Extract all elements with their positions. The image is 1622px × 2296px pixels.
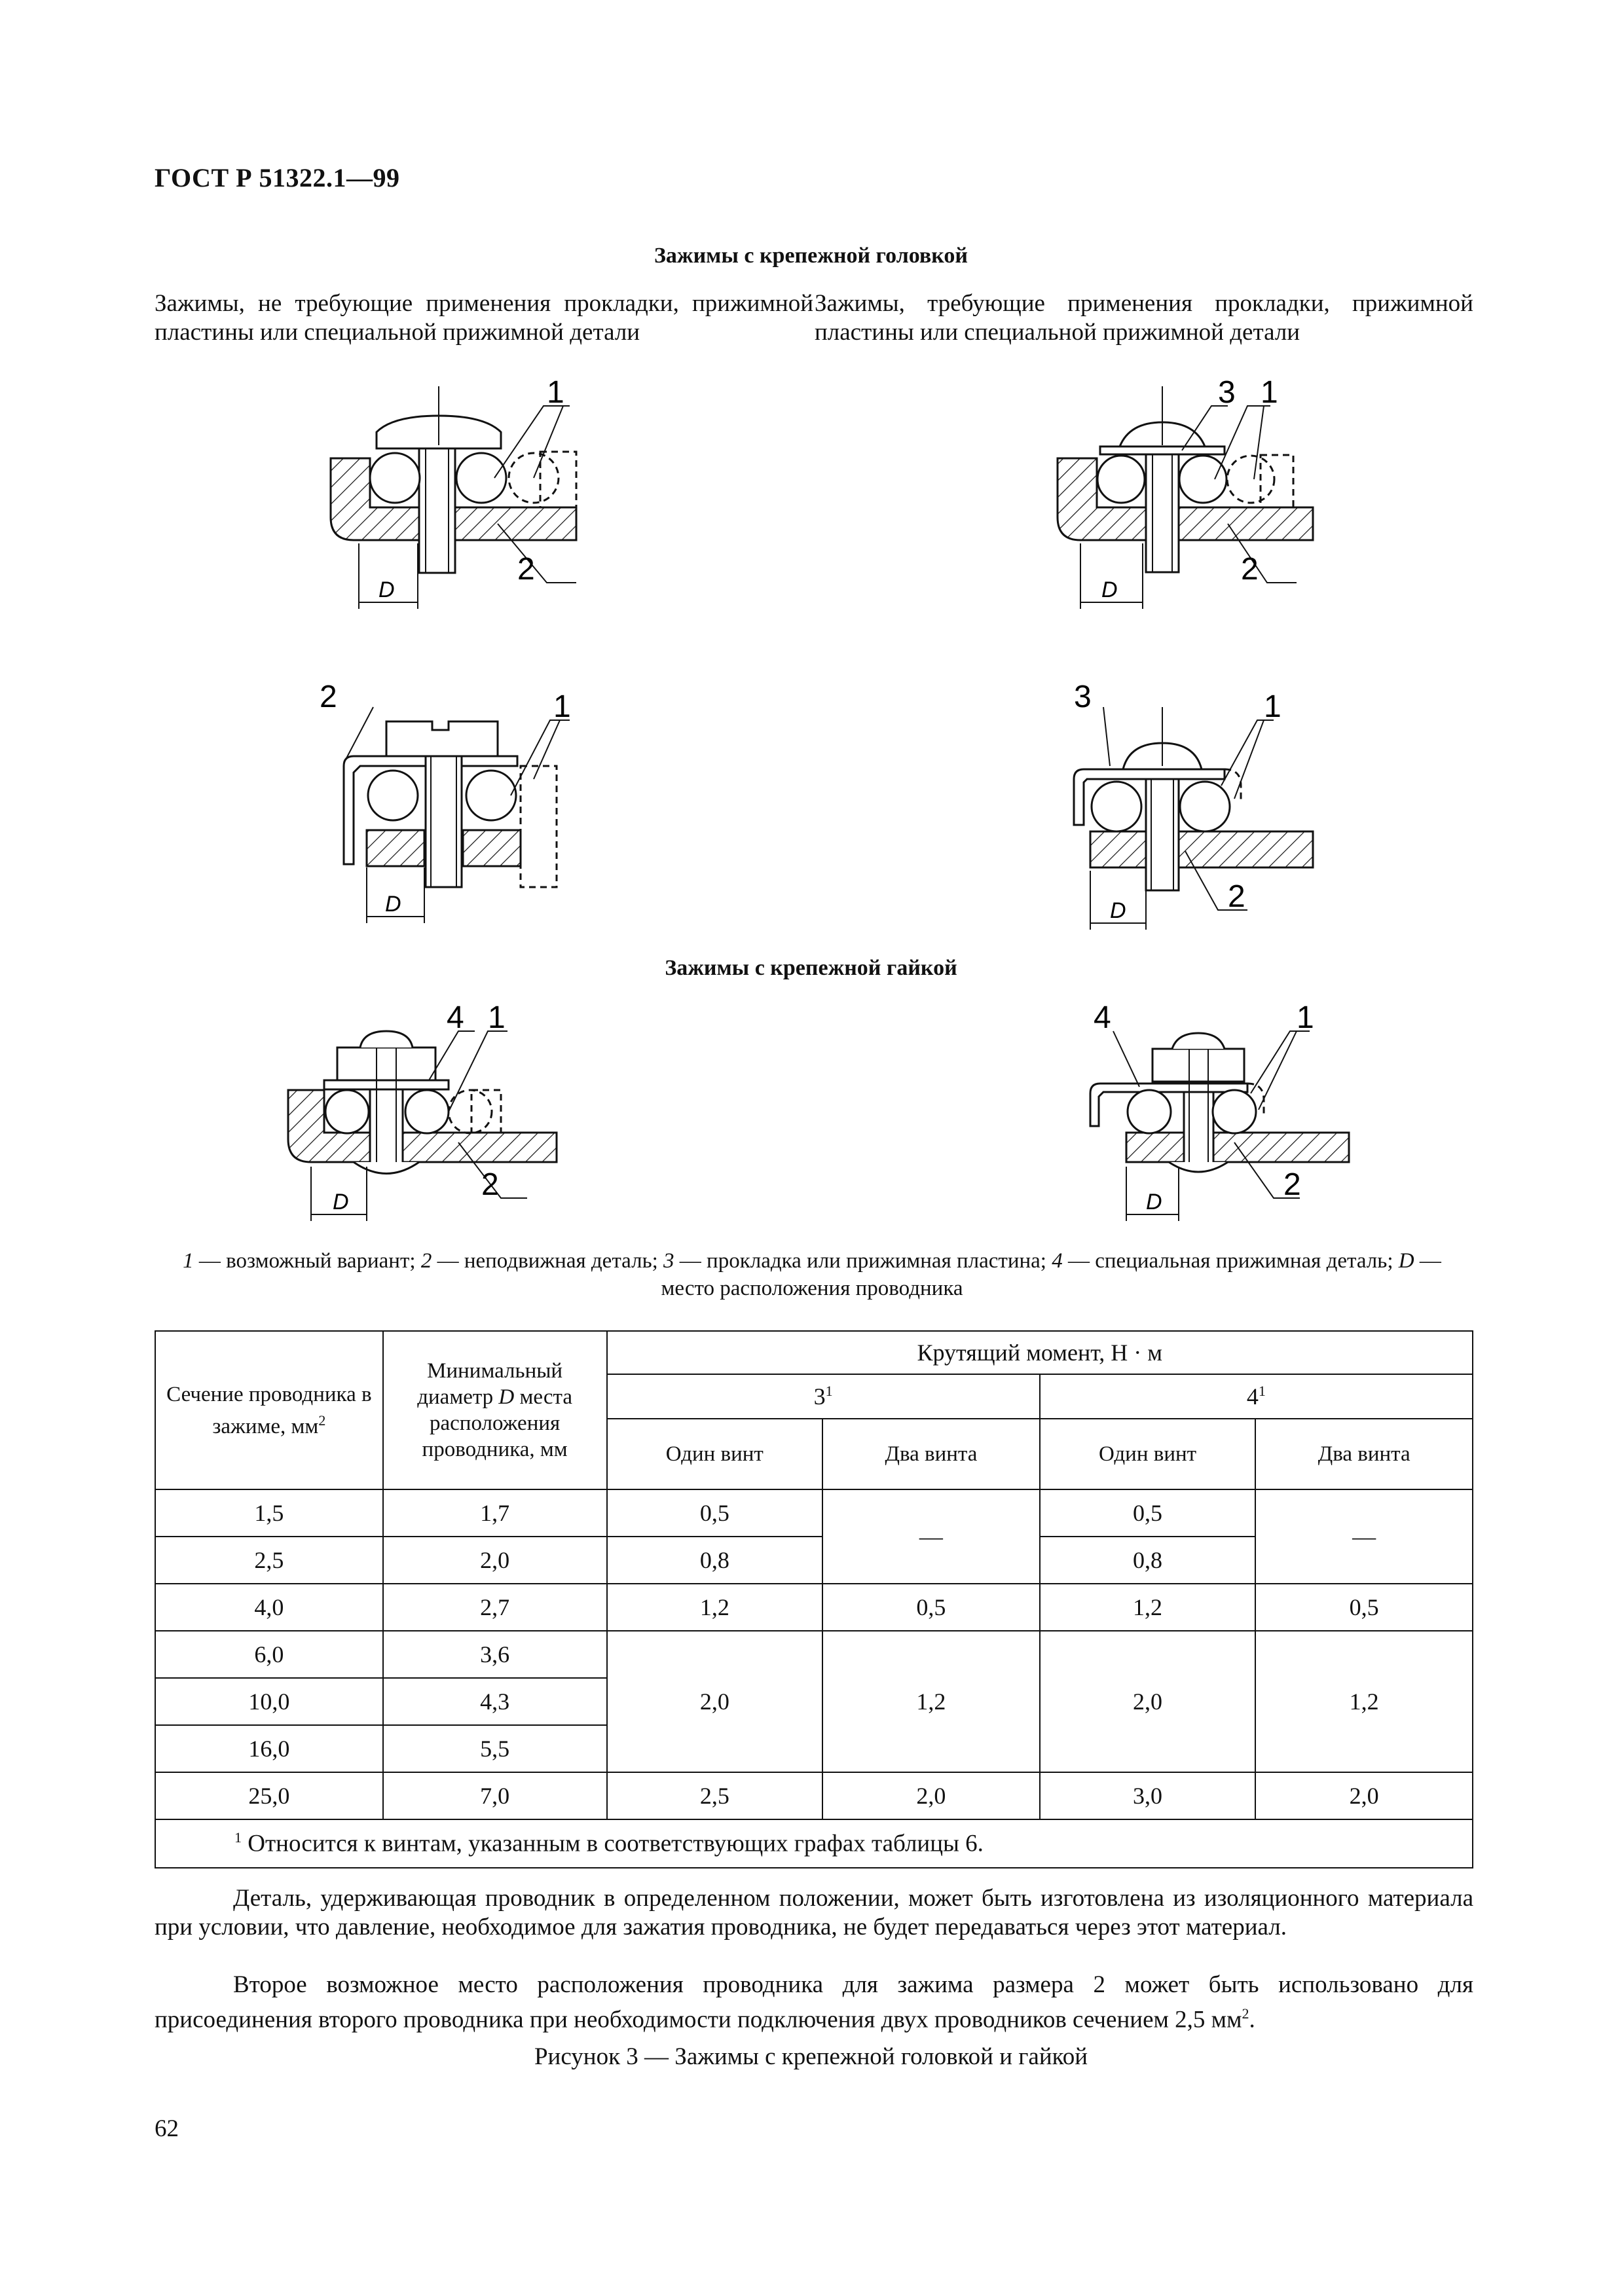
figure-head-clamp-a [301, 367, 616, 629]
label-2: 2 [1241, 552, 1259, 587]
header-diameter: Минимальный диаметр D места расположения проводника, мм [383, 1331, 607, 1489]
cell-diameter: 2,0 [383, 1537, 607, 1584]
header-size-3: $3^1$ [607, 1374, 1040, 1419]
cell-torque: 2,0 [822, 1772, 1040, 1819]
label-1: 1 [1297, 1000, 1314, 1035]
legend-key-4: 4 [1052, 1249, 1063, 1273]
table-row [155, 1631, 1473, 1678]
label-1: 1 [1261, 375, 1278, 410]
cell-diameter: 7,0 [383, 1772, 607, 1819]
cell-torque: 1,2 [607, 1584, 823, 1631]
cell-torque: — [1255, 1489, 1473, 1584]
label-2: 2 [320, 681, 337, 714]
legend-key-3: 3 [663, 1249, 674, 1273]
legend-text-1: — возможный вариант; [193, 1249, 421, 1273]
label-4: 4 [447, 1000, 464, 1035]
cell-section: 1,5 [155, 1489, 383, 1537]
legend-key-2: 2 [420, 1249, 432, 1273]
cell-torque: 1,2 [1040, 1584, 1256, 1631]
header-torque: Крутящий момент, Н · м [607, 1331, 1473, 1374]
cell-torque: 2,0 [607, 1631, 823, 1772]
label-d: D [385, 892, 401, 917]
label-d: D [1110, 898, 1126, 923]
header-one-screw: Один винт [1040, 1419, 1256, 1489]
label-2: 2 [517, 552, 535, 587]
cell-torque: 0,8 [607, 1537, 823, 1584]
cell-diameter: 5,5 [383, 1725, 607, 1772]
label-d: D [1146, 1190, 1162, 1214]
page-number: 62 [155, 2115, 179, 2142]
legend-key-d: D [1398, 1249, 1414, 1273]
paragraph-2: Второе возможное место расположения проводника для зажима размера 2 может быть использовано для присоединения второго проводника при необходимости подключения двух проводников сечением 2,5 $мм^2$. [155, 1971, 1473, 2033]
figure-head-clamp-c [301, 681, 616, 943]
cell-torque: 3,0 [1040, 1772, 1256, 1819]
torque-table [155, 1330, 1473, 1868]
cell-torque: 1,2 [1255, 1631, 1473, 1772]
table-row [155, 1584, 1473, 1631]
cell-torque: 0,8 [1040, 1537, 1256, 1584]
legend-text-2: — неподвижная деталь; [432, 1249, 664, 1273]
header-one-screw: Один винт [607, 1419, 823, 1489]
table-footnote: $^1$ Относится к винтам, указанным в соответствующих графах таблицы 6. [155, 1819, 1473, 1868]
figure-caption: Рисунок 3 — Зажимы с крепежной головкой и гайкой [534, 2043, 1088, 2070]
table-row [155, 1772, 1473, 1819]
label-1: 1 [488, 1000, 506, 1035]
figure-legend [157, 1247, 1467, 1302]
label-d: D [1101, 577, 1118, 602]
cell-torque: 0,5 [607, 1489, 823, 1537]
label-3: 3 [1218, 375, 1236, 410]
cell-torque: 1,2 [822, 1631, 1040, 1772]
cell-section: 6,0 [155, 1631, 383, 1678]
cell-torque: 2,0 [1255, 1772, 1473, 1819]
cell-section: 25,0 [155, 1772, 383, 1819]
label-1: 1 [553, 689, 571, 724]
standard-number: ГОСТ Р 51322.1—99 [155, 163, 400, 192]
cell-diameter: 3,6 [383, 1631, 607, 1678]
figure-nut-clamp-a [275, 995, 616, 1237]
label-d: D [378, 577, 395, 602]
label-2: 2 [481, 1167, 499, 1202]
label-1: 1 [1264, 689, 1281, 724]
cell-diameter: 4,3 [383, 1678, 607, 1725]
cell-torque: — [822, 1489, 1040, 1584]
paragraph-1: Деталь, удерживающая проводник в определенном положении, может быть изготовлена из изоляционного материала при условии, что давление, необходимое для зажатия проводника, не будет передаваться через этот материал. [155, 1885, 1473, 1941]
header-two-screws: Два винта [822, 1419, 1040, 1489]
header-size-4: $4^1$ [1040, 1374, 1473, 1419]
header-two-screws: Два винта [1255, 1419, 1473, 1489]
label-2: 2 [1228, 879, 1245, 914]
caption-left: Зажимы, не требующие применения прокладки, прижимной пластины или специальной прижимной детали [155, 290, 813, 346]
cell-torque: 0,5 [822, 1584, 1040, 1631]
figure-head-clamp-d [1038, 681, 1352, 943]
legend-key-1: 1 [183, 1249, 194, 1273]
cell-torque: 0,5 [1255, 1584, 1473, 1631]
header-section: Сечение проводника в зажиме, $мм^2$ [155, 1331, 383, 1489]
cell-section: 4,0 [155, 1584, 383, 1631]
legend-text-3: — прокладка или прижимная пластина; [674, 1249, 1052, 1273]
figure-head-clamp-b [1038, 367, 1352, 629]
cell-section: 16,0 [155, 1725, 383, 1772]
label-d: D [333, 1190, 349, 1214]
legend-text-d: — место расположения проводника [661, 1249, 1441, 1300]
cell-diameter: 1,7 [383, 1489, 607, 1537]
cell-torque: 2,5 [607, 1772, 823, 1819]
cell-torque: 2,0 [1040, 1631, 1256, 1772]
legend-text-4: — специальная прижимная деталь; [1062, 1249, 1399, 1273]
cell-diameter: 2,7 [383, 1584, 607, 1631]
section-title-head-clamps: Зажимы с крепежной головкой [654, 244, 968, 268]
table-row [155, 1489, 1473, 1537]
label-4: 4 [1094, 1000, 1111, 1035]
label-1: 1 [547, 375, 564, 410]
cell-torque: 0,5 [1040, 1489, 1256, 1537]
cell-section: 2,5 [155, 1537, 383, 1584]
caption-right: Зажимы, требующие применения прокладки, прижимной пластины или специальной прижимной детали [815, 290, 1473, 346]
cell-section: 10,0 [155, 1678, 383, 1725]
section-title-nut-clamps: Зажимы с крепежной гайкой [665, 956, 957, 980]
label-3: 3 [1074, 681, 1092, 714]
figure-nut-clamp-b [1074, 995, 1388, 1237]
label-2: 2 [1283, 1167, 1301, 1202]
